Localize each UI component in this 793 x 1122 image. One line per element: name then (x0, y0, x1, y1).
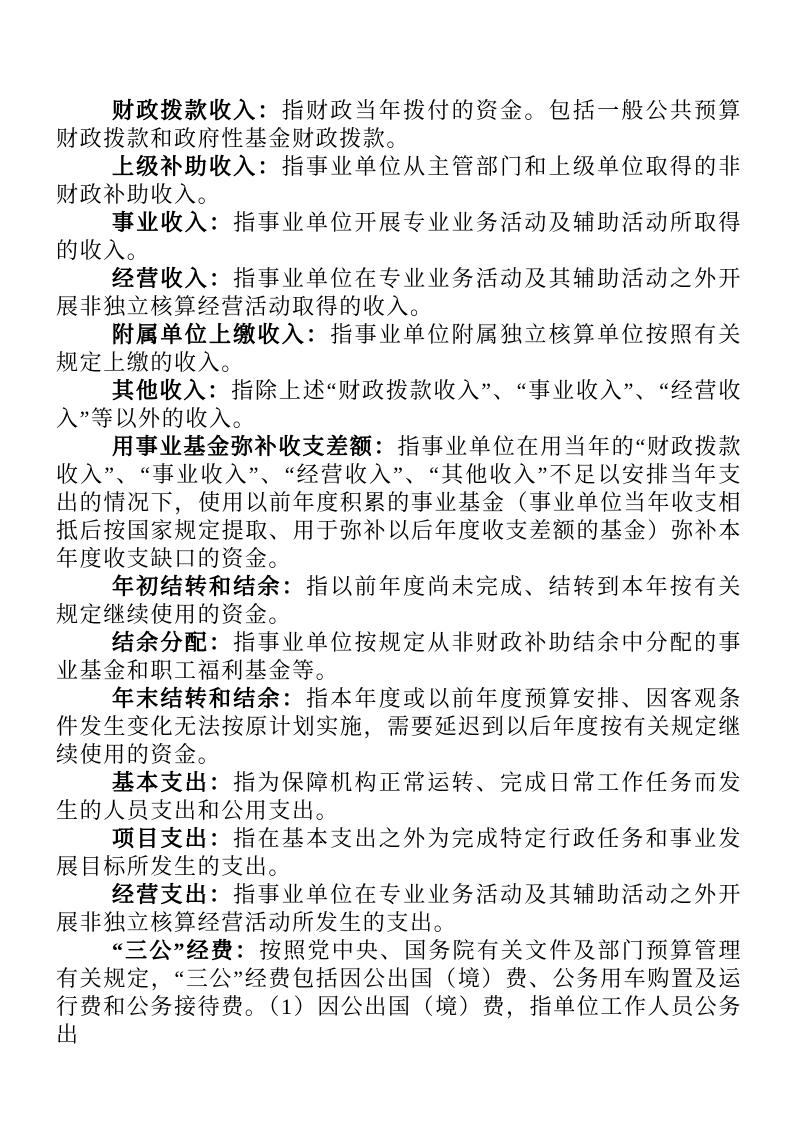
term-label: 项目支出： (112, 826, 234, 851)
term-label: 上级补助收入： (112, 154, 282, 179)
term-definition: 指事业单位从主管部门和上级单位取得的非财政补助收入。 (56, 154, 742, 207)
term-label: 事业收入： (112, 210, 234, 235)
glossary-paragraph-qitashouru (56, 377, 742, 433)
glossary-paragraph-jieyufenpei (56, 629, 742, 685)
term-definition: 指为保障机构正常运转、完成日常工作任务而发生的人员支出和公用支出。 (56, 770, 742, 823)
term-definition: 指以前年度尚未完成、结转到本年按有关规定继续使用的资金。 (56, 574, 742, 627)
glossary-paragraph-jingyingshouru (56, 265, 742, 321)
term-definition: 指事业单位在专业业务活动及其辅助活动之外开展非独立核算经营活动所发生的支出。 (56, 882, 742, 935)
term-definition: 指事业单位在专业业务活动及其辅助活动之外开展非独立核算经营活动取得的收入。 (56, 266, 742, 319)
term-definition: 指除上述“财政拨款收入”、“事业收入”、“经营收入”等以外的收入。 (56, 378, 742, 431)
term-label: 年初结转和结余： (112, 574, 307, 599)
glossary-paragraph-fushudanwei (56, 321, 742, 377)
term-definition: 指事业单位附属独立核算单位按照有关规定上缴的收入。 (56, 322, 743, 375)
glossary-paragraph-shiyejijin (56, 433, 742, 573)
term-label: 附属单位上缴收入： (112, 322, 331, 347)
term-definition: 按照党中央、国务院有关文件及部门预算管理有关规定，“三公”经费包括因公出国（境）费、公务用车购置及运行费和公务接待费。（1）因公出国（境）费，指单位工作人员公务出 (56, 938, 743, 1047)
term-label: 经营支出： (112, 882, 234, 907)
glossary-paragraph-jingyingzhichu (56, 881, 742, 937)
glossary-paragraph-xiangmuzhichu (56, 825, 742, 881)
term-label: 年末结转和结余： (112, 686, 307, 711)
glossary-paragraph-shiyeshouru (56, 209, 742, 265)
term-label: 其他收入： (112, 378, 232, 403)
term-definition: 指事业单位按规定从非财政补助结余中分配的事业基金和职工福利基金等。 (56, 630, 742, 683)
glossary-paragraph-caizhengbokuan (56, 97, 742, 153)
term-definition: 指财政当年拨付的资金。包括一般公共预算财政拨款和政府性基金财政拨款。 (56, 98, 742, 151)
term-label: 经营收入： (112, 266, 234, 291)
term-label: 用事业基金弥补收支差额： (112, 434, 398, 459)
term-label: 结余分配： (112, 630, 234, 655)
term-definition: 指事业单位开展专业业务活动及辅助活动所取得的收入。 (56, 210, 742, 263)
glossary-paragraph-nianmojiezhuan (56, 685, 742, 769)
term-definition: 指本年度或以前年度预算安排、因客观条件发生变化无法按原计划实施，需要延迟到以后年度按有关规定继续使用的资金。 (56, 686, 742, 767)
term-label: 基本支出： (112, 770, 234, 795)
term-definition: 指在基本支出之外为完成特定行政任务和事业发展目标所发生的支出。 (56, 826, 742, 879)
glossary-paragraph-jibenzhichu (56, 769, 742, 825)
glossary-paragraph-sangongjingfei (56, 937, 742, 1049)
term-definition: 指事业单位在用当年的“财政拨款收入”、“事业收入”、“经营收入”、“其他收入”不足以安排当年支出的情况下，使用以前年度积累的事业基金（事业单位当年收支相抵后按国家规定提取、用于弥补以后年度收支差额的基金）弥补本年度收支缺口的资金。 (56, 434, 743, 571)
glossary-paragraph-shangjibuzhu (56, 153, 742, 209)
glossary-paragraph-nianchujiezhuan (56, 573, 742, 629)
term-label: “三公”经费： (112, 938, 260, 963)
term-label: 财政拨款收入： (112, 98, 282, 123)
